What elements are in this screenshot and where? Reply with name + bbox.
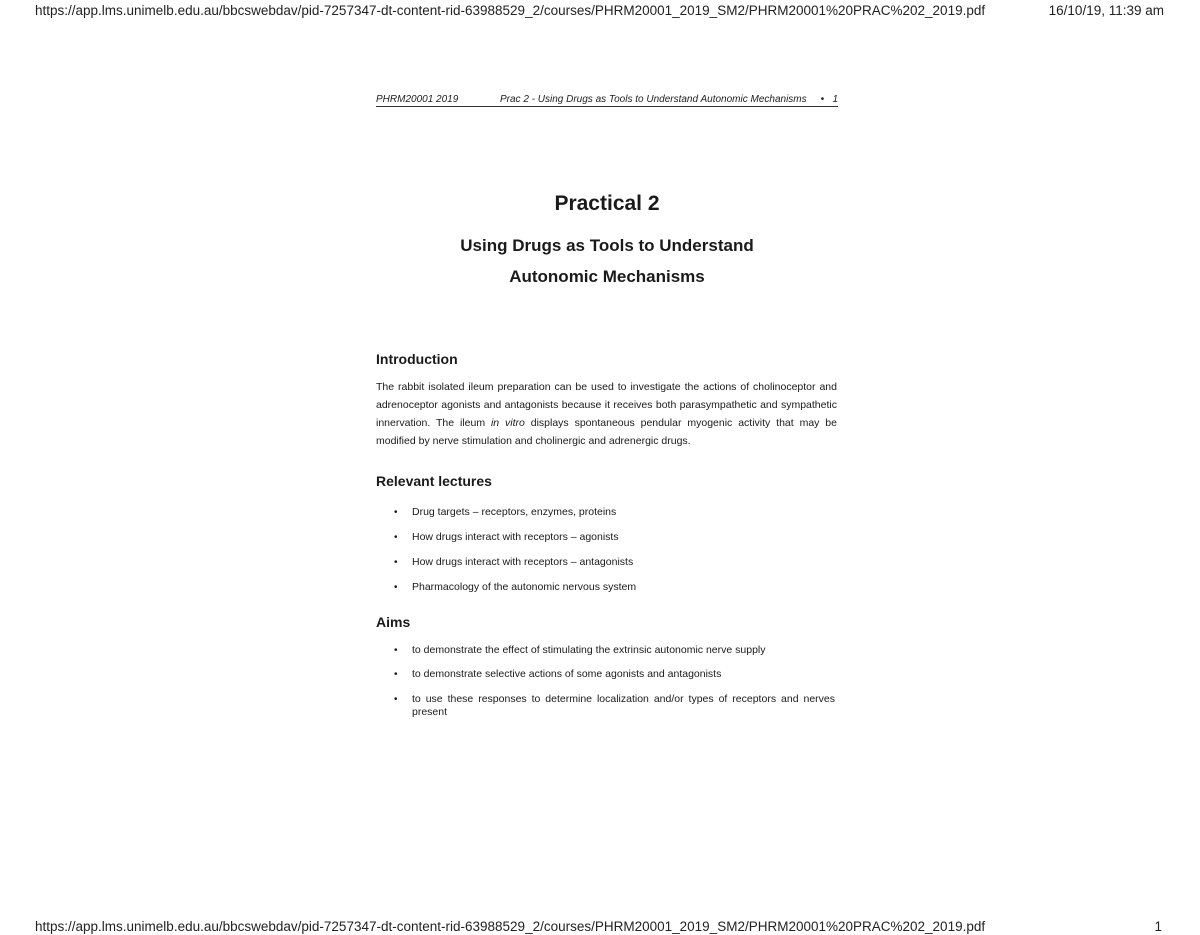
document-title: Practical 2	[554, 192, 660, 215]
list-item-text: Pharmacology of the autonomic nervous system	[412, 581, 637, 593]
introduction-text-italic: in vitro	[490, 417, 525, 429]
relevant-lectures-heading: Relevant lectures	[376, 473, 492, 489]
running-header-page-number: 1	[832, 94, 838, 105]
list-item-text: How drugs interact with receptors – agonists	[412, 531, 619, 543]
running-header-course: PHRM20001 2019	[376, 94, 459, 105]
document-subtitle-line2: Autonomic Mechanisms	[509, 267, 705, 286]
introduction-paragraph	[376, 378, 837, 450]
bullet-icon: •	[394, 645, 398, 656]
list-item-text: to demonstrate selective actions of some agonists and antagonists	[412, 668, 722, 680]
bullet-icon: •	[394, 507, 398, 518]
bullet-icon: •	[394, 694, 398, 705]
introduction-heading: Introduction	[376, 351, 458, 367]
bullet-icon: •	[394, 669, 398, 680]
print-footer-url: https://app.lms.unimelb.edu.au/bbcswebdav/pid-7257347-dt-content-rid-63988529_2/courses/PHRM20001_2019_SM2/PHRM20001%20PRAC%202_2019.pdf	[35, 919, 986, 934]
bullet-icon: •	[394, 557, 398, 568]
aims-heading: Aims	[376, 614, 411, 630]
bullet-icon: •	[394, 532, 398, 543]
print-header-datetime: 16/10/19, 11:39 am	[1048, 3, 1164, 18]
introduction-text-part1: The rabbit isolated ileum preparation can be used to investigate the actions of cholinoceptor and adrenoceptor agonists and antagonists because it receives both parasympathetic and sympathetic innervation. The ileum	[376, 381, 837, 429]
list-item-text: to demonstrate the effect of stimulating the extrinsic autonomic nerve supply	[412, 644, 766, 656]
running-header-title: Prac 2 - Using Drugs as Tools to Understand Autonomic Mechanisms	[500, 94, 807, 105]
bullet-icon: •	[394, 582, 398, 593]
print-header-url: https://app.lms.unimelb.edu.au/bbcswebdav/pid-7257347-dt-content-rid-63988529_2/courses/PHRM20001_2019_SM2/PHRM20001%20PRAC%202_2019.pdf	[35, 3, 986, 18]
running-header	[376, 94, 838, 107]
list-item-text: How drugs interact with receptors – antagonists	[412, 556, 634, 568]
list-item-text: to use these responses to determine localization and/or types of receptors and nerves present	[412, 693, 835, 718]
running-header-page	[821, 94, 838, 105]
print-footer-page-number: 1	[1154, 919, 1162, 934]
document-subtitle-line1: Using Drugs as Tools to Understand	[460, 236, 754, 255]
list-item-text: Drug targets – receptors, enzymes, proteins	[412, 506, 617, 518]
introduction-text-part2: displays spontaneous pendular myogenic activity that may be modified by nerve stimulation and cholinergic and adrenergic drugs.	[376, 417, 837, 447]
running-header-separator: •	[820, 94, 825, 105]
